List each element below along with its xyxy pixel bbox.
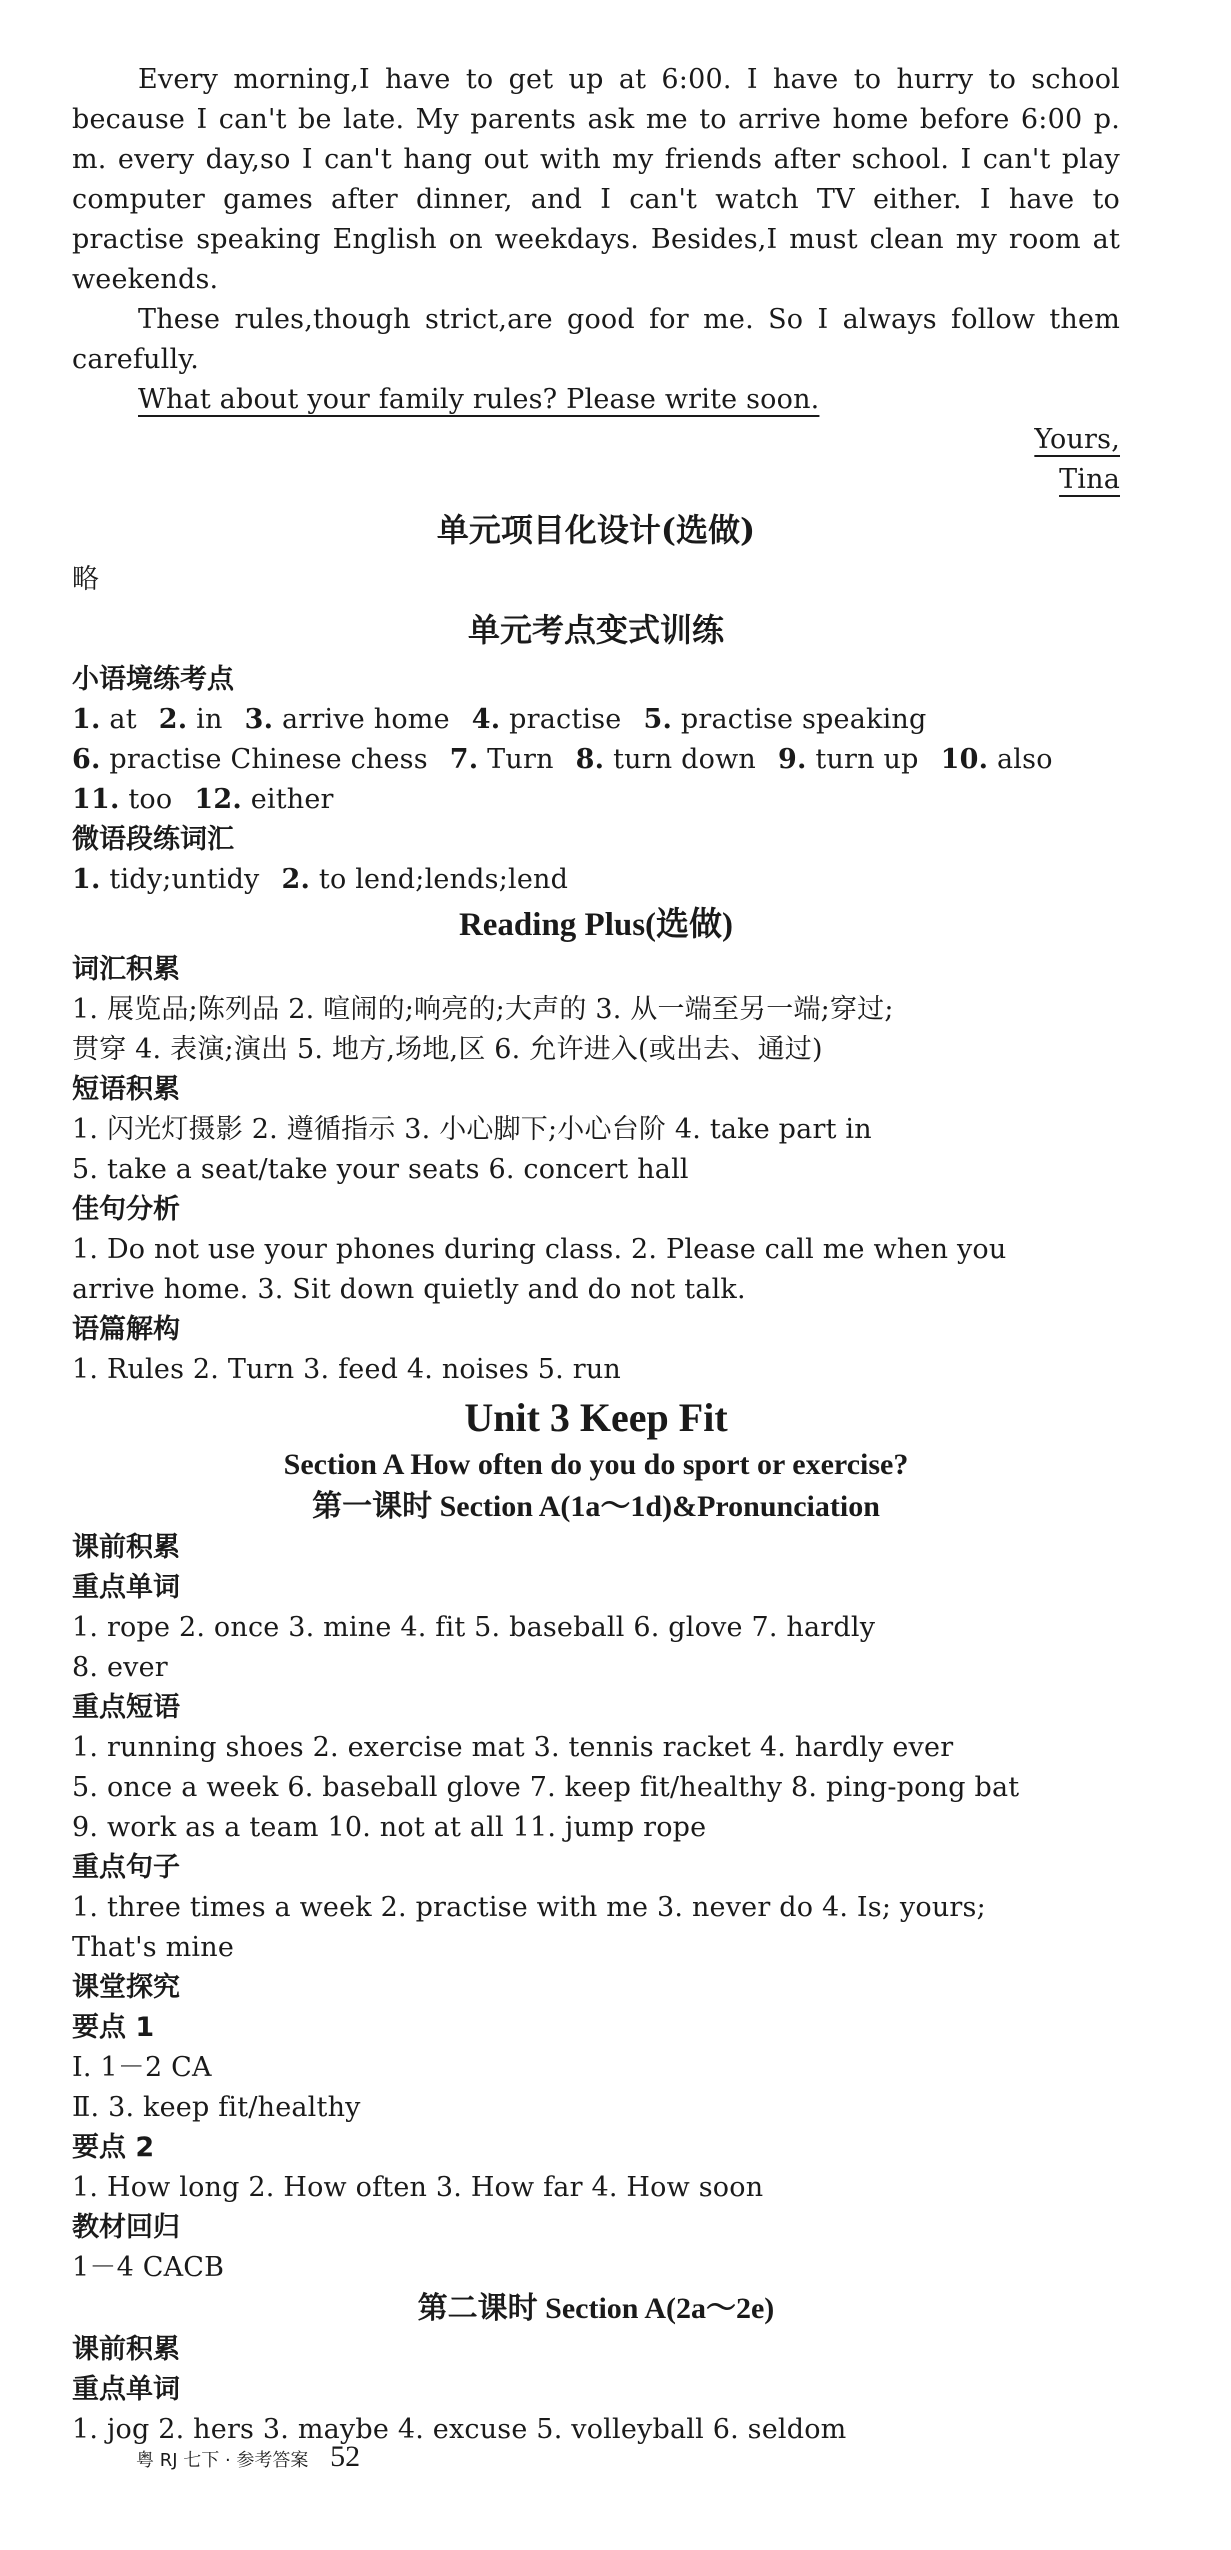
- letter-closing: Yours,: [1034, 424, 1120, 455]
- answer-line: 6. practise Chinese chess 7. Turn 8. turn down 9. turn up 10. also: [72, 744, 1053, 775]
- answer-line: 1. three times a week 2. practise with me 3. never do 4. Is; yours;: [72, 1892, 986, 1923]
- subheading: 课前积累: [72, 1532, 180, 1563]
- subheading: 要点 2: [72, 2132, 155, 2163]
- lesson-title: 第二课时 Section A(2a～2e): [417, 2292, 775, 2325]
- subheading: 语篇解构: [72, 1314, 180, 1345]
- answer-line: 1. at 2. in 3. arrive home 4. practise 5. practise speaking: [72, 704, 927, 735]
- text-line: because I can't be late. My parents ask me to arrive home before 6:00 p.: [72, 104, 1120, 135]
- text-line: Every morning,I have to get up at 6:00. I have to hurry to school: [138, 64, 1120, 95]
- answer-line: 1. 闪光灯摄影 2. 遵循指示 3. 小心脚下;小心台阶 4. take part in: [72, 1114, 872, 1145]
- answer-line: 11. too 12. either: [72, 784, 334, 815]
- answer-line: Ⅱ. 3. keep fit/healthy: [72, 2092, 361, 2123]
- subheading: 短语积累: [72, 1074, 180, 1105]
- answer-line: 9. work as a team 10. not at all 11. jump rope: [72, 1812, 707, 1843]
- answer-line: arrive home. 3. Sit down quietly and do not talk.: [72, 1274, 746, 1305]
- answer-line: 1. running shoes 2. exercise mat 3. tennis racket 4. hardly ever: [72, 1732, 954, 1763]
- lesson-title: 第一课时 Section A(1a～1d)&Pronunciation: [312, 1490, 880, 1523]
- answer-line: 1－4 CACB: [72, 2252, 225, 2283]
- letter-paragraph-3: What about your family rules? Please write soon.: [138, 384, 820, 415]
- subheading: 重点单词: [72, 1572, 180, 1603]
- answer-line: 1. How long 2. How often 3. How far 4. How soon: [72, 2172, 764, 2203]
- text-line: computer games after dinner, and I can't watch TV either. I have to: [72, 184, 1120, 215]
- section-title-variant-training: 单元考点变式训练: [467, 611, 724, 649]
- subheading: 微语段练词汇: [72, 824, 234, 855]
- section-title: Section A How often do you do sport or exercise?: [283, 1448, 909, 1481]
- letter-paragraph-2: [72, 300, 1120, 380]
- answer-line: 1. rope 2. once 3. mine 4. fit 5. baseball 6. glove 7. hardly: [72, 1612, 876, 1643]
- letter-paragraph-1: [72, 60, 1120, 300]
- answer-line: 1. Do not use your phones during class. 2. Please call me when you: [72, 1234, 1007, 1265]
- answer-page: [72, 60, 1120, 2450]
- subheading: 小语境练考点: [72, 664, 234, 695]
- subheading: 词汇积累: [72, 954, 180, 985]
- answer-line: 8. ever: [72, 1652, 168, 1683]
- section-title-reading-plus: Reading Plus(选做): [458, 907, 734, 943]
- subheading: 重点短语: [72, 1692, 180, 1723]
- text-line: weekends.: [72, 264, 219, 295]
- subheading: 重点句子: [72, 1852, 180, 1883]
- page-number: 52: [330, 2440, 361, 2473]
- answer-line: 1. 展览品;陈列品 2. 喧闹的;响亮的;大声的 3. 从一端至另一端;穿过;: [72, 994, 894, 1025]
- subheading: 重点单词: [72, 2374, 180, 2405]
- unit-title: Unit 3 Keep Fit: [464, 1395, 728, 1440]
- text-line: carefully.: [72, 344, 200, 375]
- answer-line: 贯穿 4. 表演;演出 5. 地方,场地,区 6. 允许进入(或出去、通过): [72, 1034, 823, 1065]
- answer-line: 1. tidy;untidy 2. to lend;lends;lend: [72, 864, 569, 895]
- footer-label: 粤 RJ 七下 · 参考答案: [136, 2450, 309, 2471]
- text-line: practise speaking English on weekdays. Besides,I must clean my room at: [72, 224, 1120, 255]
- answer-line: 5. once a week 6. baseball glove 7. keep fit/healthy 8. ping-pong bat: [72, 1772, 1020, 1803]
- answer-line: That's mine: [72, 1932, 235, 1963]
- text-line: m. every day,so I can't hang out with my friends after school. I can't play: [72, 144, 1120, 175]
- answer-line: 1. jog 2. hers 3. maybe 4. excuse 5. volleyball 6. seldom: [72, 2414, 847, 2445]
- subheading: 要点 1: [72, 2012, 155, 2043]
- omitted-note: 略: [72, 564, 100, 595]
- answer-line: 5. take a seat/take your seats 6. concert hall: [72, 1154, 689, 1185]
- answer-line: Ⅰ. 1－2 CA: [72, 2052, 212, 2083]
- subheading: 课前积累: [72, 2334, 180, 2365]
- subheading: 课堂探究: [72, 1972, 180, 2003]
- answer-line: 1. Rules 2. Turn 3. feed 4. noises 5. run: [72, 1354, 622, 1385]
- section-title-project: 单元项目化设计(选做): [436, 511, 756, 549]
- text-line: These rules,though strict,are good for me. So I always follow them: [138, 304, 1120, 335]
- subheading: 佳句分析: [72, 1194, 180, 1225]
- page-footer: [136, 2440, 360, 2474]
- letter-signature: Tina: [1059, 464, 1120, 495]
- subheading: 教材回归: [72, 2212, 180, 2243]
